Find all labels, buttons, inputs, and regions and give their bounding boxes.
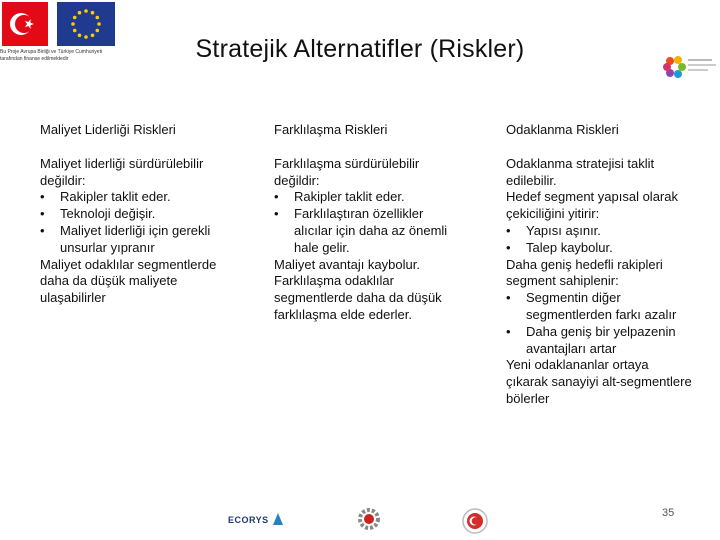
partner-logo-text bbox=[688, 58, 718, 71]
eu-star-icon bbox=[97, 22, 101, 26]
text-line: Daha geniş hedefli rakipleri bbox=[506, 256, 663, 272]
column-heading: Farklılaşma Riskleri bbox=[274, 122, 388, 137]
text-line: edilebilir. bbox=[506, 172, 557, 188]
bullet-continuation: hale gelir. bbox=[294, 239, 350, 255]
eu-star-icon bbox=[96, 16, 100, 20]
bullet-continuation: avantajları artar bbox=[526, 340, 617, 356]
bullet-text: Yapısı aşınır. bbox=[526, 222, 601, 238]
text-line: segmentlerde daha da düşük bbox=[274, 290, 442, 306]
text-line: farklılaşma elde ederler. bbox=[274, 306, 413, 322]
column-heading: Maliyet Liderliği Riskleri bbox=[40, 122, 176, 137]
eu-star-icon bbox=[91, 11, 95, 15]
text-line: değildir: bbox=[274, 172, 320, 188]
column-maliyet bbox=[40, 122, 216, 307]
bullet-icon: • bbox=[40, 222, 45, 238]
sponsor-text-2: tarafından finanse edilmektedir bbox=[0, 56, 69, 62]
column-farklilasma bbox=[274, 122, 447, 324]
text-line: Maliyet avantajı kaybolur. bbox=[274, 256, 420, 272]
bullet-text: Segmentin diğer bbox=[526, 290, 621, 306]
text-line: ulaşabilirler bbox=[40, 290, 106, 306]
bullet-continuation: unsurlar yıpranır bbox=[60, 239, 155, 255]
text-line: çekiciliğini yitirir: bbox=[506, 206, 600, 222]
bullet-icon: • bbox=[506, 222, 511, 238]
eu-star-icon bbox=[84, 9, 88, 13]
bullet-icon: • bbox=[506, 323, 511, 339]
column-body bbox=[506, 156, 692, 408]
bullet-icon: • bbox=[40, 189, 45, 205]
bullet-text: Maliyet liderliği için gerekli bbox=[60, 222, 211, 238]
bullet-item bbox=[506, 290, 692, 307]
bullet-item bbox=[506, 324, 692, 341]
eu-star-icon bbox=[96, 29, 100, 33]
bullet-icon: • bbox=[274, 206, 279, 222]
bullet-icon: • bbox=[274, 189, 279, 205]
bullet-text: Daha geniş bir yelpazenin bbox=[526, 323, 676, 339]
bullet-item bbox=[40, 189, 216, 206]
bullet-item bbox=[40, 206, 216, 223]
eu-star-icon bbox=[71, 22, 75, 26]
eu-star-icon bbox=[78, 11, 82, 15]
text-line: Hedef segment yapısal olarak bbox=[506, 189, 678, 205]
bullet-item bbox=[40, 223, 216, 240]
bullet-item bbox=[506, 240, 692, 257]
ecorys-label: ECORYS bbox=[228, 515, 269, 525]
bullet-text: Talep kaybolur. bbox=[526, 239, 613, 255]
text-line: bölerler bbox=[506, 390, 550, 406]
text-line: çıkarak sanayiyi alt-segmentlere bbox=[506, 374, 692, 390]
bullet-icon: • bbox=[40, 206, 45, 222]
page-number: 35 bbox=[662, 507, 675, 519]
bullet-text: Rakipler taklit eder. bbox=[294, 189, 405, 205]
text-line: Maliyet liderliği sürdürülebilir bbox=[40, 155, 204, 171]
text-line: Farklılaşma odaklılar bbox=[274, 273, 394, 289]
bullet-item bbox=[274, 189, 447, 206]
gear-logo-icon bbox=[355, 508, 383, 535]
bullet-text: Rakipler taklit eder. bbox=[60, 189, 171, 205]
ecorys-logo bbox=[228, 510, 283, 528]
column-body bbox=[40, 156, 216, 307]
text-line: Farklılaşma sürdürülebilir bbox=[274, 155, 420, 171]
column-heading: Odaklanma Riskleri bbox=[506, 122, 619, 137]
ministry-seal-icon bbox=[462, 508, 488, 539]
text-line: Odaklanma stratejisi taklit bbox=[506, 155, 655, 171]
column-odaklanma bbox=[506, 122, 692, 408]
bullet-text: Farklılaştıran özellikler bbox=[294, 206, 424, 222]
text-line: daha da düşük maliyete bbox=[40, 273, 178, 289]
text-line: Yeni odaklananlar ortaya bbox=[506, 357, 649, 373]
bullet-item bbox=[506, 223, 692, 240]
page-title: Stratejik Alternatifler (Riskler) bbox=[195, 35, 525, 63]
bullet-icon: • bbox=[506, 290, 511, 306]
text-line: segment sahiplenir: bbox=[506, 273, 619, 289]
eu-star-icon bbox=[73, 16, 77, 20]
bullet-text: Teknoloji değişir. bbox=[60, 206, 156, 222]
eu-star-icon bbox=[73, 29, 77, 33]
bullet-item bbox=[274, 206, 447, 223]
column-body bbox=[274, 156, 447, 324]
bullet-continuation: alıcılar için daha az önemli bbox=[294, 222, 448, 238]
text-line: değildir: bbox=[40, 172, 86, 188]
bullet-continuation: segmentlerden farkı azalır bbox=[526, 306, 677, 322]
bullet-icon: • bbox=[506, 239, 511, 255]
partner-logo-icon bbox=[663, 55, 687, 79]
text-line: Maliyet odaklılar segmentlerde bbox=[40, 256, 217, 272]
sponsor-text-1: Bu Proje Avrupa Birliği ve Türkiye Cumhuriyeti bbox=[0, 49, 103, 55]
